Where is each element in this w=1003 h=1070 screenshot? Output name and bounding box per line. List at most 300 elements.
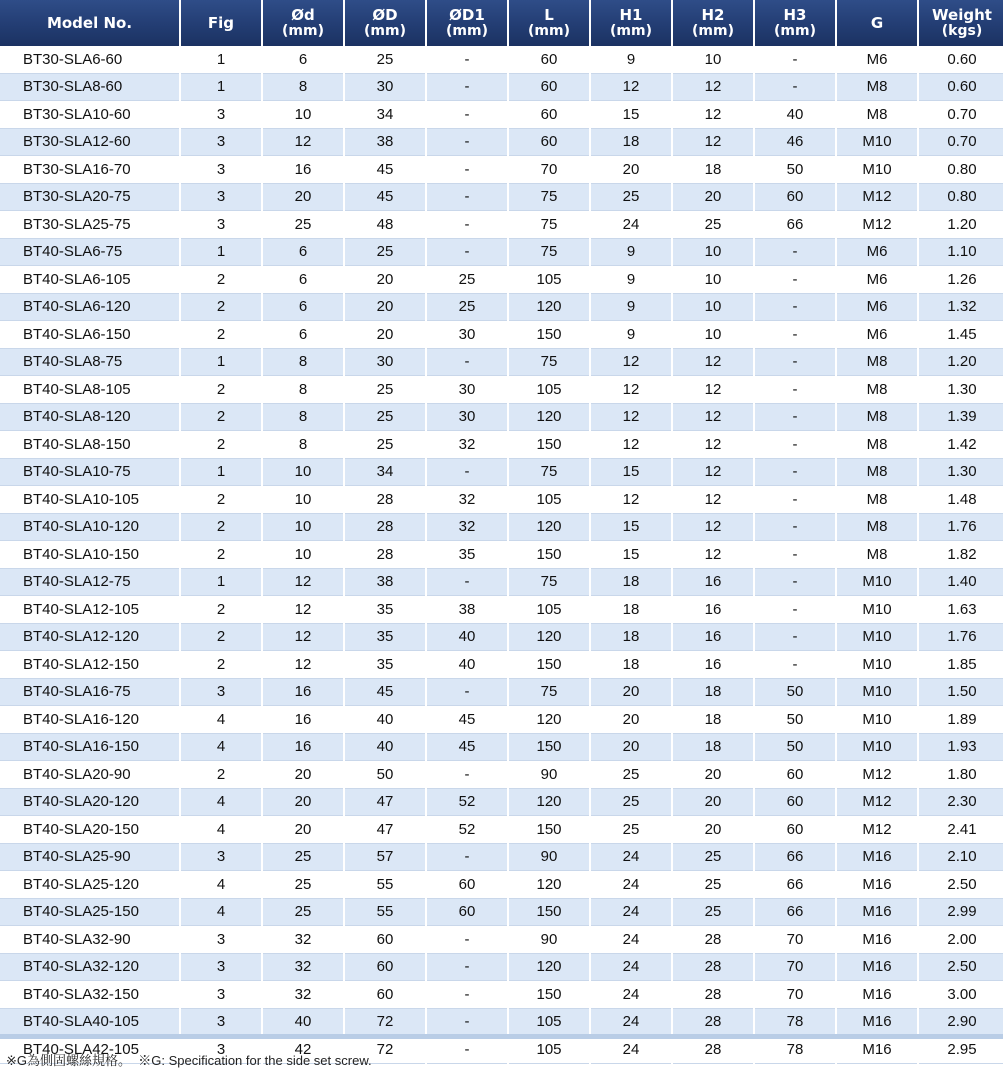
model-cell: BT40-SLA8-120 bbox=[0, 403, 180, 431]
table-cell: 60 bbox=[754, 761, 836, 789]
model-cell: BT40-SLA6-150 bbox=[0, 321, 180, 349]
table-row bbox=[0, 706, 1003, 734]
table-cell: 12 bbox=[672, 431, 754, 459]
table-cell: 20 bbox=[590, 733, 672, 761]
table-cell: 52 bbox=[426, 788, 508, 816]
table-cell: 0.70 bbox=[918, 128, 1003, 156]
table-cell: 3 bbox=[180, 981, 262, 1009]
table-cell: 16 bbox=[262, 678, 344, 706]
table-cell: 2 bbox=[180, 486, 262, 514]
column-header-unit: (kgs) bbox=[941, 23, 983, 39]
table-cell: 16 bbox=[262, 733, 344, 761]
table-cell: 25 bbox=[590, 788, 672, 816]
table-cell: 16 bbox=[262, 706, 344, 734]
table-cell: 20 bbox=[590, 706, 672, 734]
table-row bbox=[0, 348, 1003, 376]
table-cell: 47 bbox=[344, 788, 426, 816]
table-cell: 70 bbox=[754, 953, 836, 981]
table-cell: 2 bbox=[180, 403, 262, 431]
table-row bbox=[0, 458, 1003, 486]
model-cell: BT40-SLA20-150 bbox=[0, 816, 180, 844]
table-cell: 12 bbox=[590, 348, 672, 376]
table-cell: 20 bbox=[672, 816, 754, 844]
table-cell: M8 bbox=[836, 486, 918, 514]
table-cell: 12 bbox=[262, 651, 344, 679]
table-header bbox=[0, 0, 1003, 46]
table-cell: - bbox=[754, 321, 836, 349]
table-cell: 10 bbox=[672, 46, 754, 73]
table-row bbox=[0, 513, 1003, 541]
table-cell: 34 bbox=[344, 458, 426, 486]
table-cell: 20 bbox=[672, 183, 754, 211]
table-cell: M16 bbox=[836, 898, 918, 926]
model-cell: BT40-SLA6-105 bbox=[0, 266, 180, 294]
table-cell: 70 bbox=[508, 156, 590, 184]
table-cell: - bbox=[754, 46, 836, 73]
table-cell: 35 bbox=[344, 651, 426, 679]
table-cell: M10 bbox=[836, 651, 918, 679]
table-cell: 24 bbox=[590, 926, 672, 954]
table-cell: 40 bbox=[262, 1008, 344, 1036]
table-cell: - bbox=[754, 623, 836, 651]
table-cell: 32 bbox=[262, 981, 344, 1009]
column-header-label: ØD bbox=[372, 6, 398, 24]
table-cell: 8 bbox=[262, 73, 344, 101]
table-cell: 48 bbox=[344, 211, 426, 239]
table-cell: 50 bbox=[754, 733, 836, 761]
table-cell: 28 bbox=[672, 1008, 754, 1036]
table-cell: 2.30 bbox=[918, 788, 1003, 816]
model-cell: BT40-SLA16-75 bbox=[0, 678, 180, 706]
table-cell: 0.80 bbox=[918, 183, 1003, 211]
model-cell: BT40-SLA8-105 bbox=[0, 376, 180, 404]
table-cell: 0.80 bbox=[918, 156, 1003, 184]
table-cell: 50 bbox=[754, 156, 836, 184]
table-cell: 150 bbox=[508, 816, 590, 844]
table-cell: 35 bbox=[344, 596, 426, 624]
model-cell: BT40-SLA12-105 bbox=[0, 596, 180, 624]
table-cell: 2 bbox=[180, 541, 262, 569]
table-cell: 12 bbox=[672, 513, 754, 541]
table-cell: 1.10 bbox=[918, 238, 1003, 266]
column-header-label: L bbox=[544, 6, 554, 24]
table-cell: 8 bbox=[262, 431, 344, 459]
table-cell: M10 bbox=[836, 733, 918, 761]
table-row bbox=[0, 486, 1003, 514]
table-cell: 1.50 bbox=[918, 678, 1003, 706]
table-cell: 75 bbox=[508, 458, 590, 486]
table-cell: 3 bbox=[180, 1008, 262, 1036]
table-cell: 105 bbox=[508, 1008, 590, 1036]
table-cell: 32 bbox=[426, 486, 508, 514]
table-cell: 47 bbox=[344, 816, 426, 844]
table-cell: 90 bbox=[508, 843, 590, 871]
table-row bbox=[0, 761, 1003, 789]
table-cell: 24 bbox=[590, 953, 672, 981]
table-cell: 42 bbox=[262, 1036, 344, 1064]
table-cell: - bbox=[754, 266, 836, 294]
table-cell: 20 bbox=[590, 678, 672, 706]
table-cell: 1.39 bbox=[918, 403, 1003, 431]
table-cell: 75 bbox=[508, 211, 590, 239]
table-row bbox=[0, 568, 1003, 596]
table-cell: 57 bbox=[344, 843, 426, 871]
table-row bbox=[0, 843, 1003, 871]
table-cell: - bbox=[426, 953, 508, 981]
table-cell: 3 bbox=[180, 678, 262, 706]
table-cell: - bbox=[426, 843, 508, 871]
table-cell: 105 bbox=[508, 596, 590, 624]
table-row bbox=[0, 403, 1003, 431]
table-cell: 75 bbox=[508, 568, 590, 596]
table-cell: M10 bbox=[836, 623, 918, 651]
table-cell: M6 bbox=[836, 46, 918, 73]
table-cell: 4 bbox=[180, 706, 262, 734]
table-cell: 1.20 bbox=[918, 211, 1003, 239]
table-cell: M8 bbox=[836, 403, 918, 431]
column-header-label: G bbox=[870, 14, 884, 32]
column-header bbox=[672, 0, 754, 46]
table-cell: 25 bbox=[262, 898, 344, 926]
table-cell: 10 bbox=[262, 101, 344, 129]
table-cell: 70 bbox=[754, 926, 836, 954]
table-cell: 90 bbox=[508, 761, 590, 789]
table-cell: 25 bbox=[262, 211, 344, 239]
table-cell: 20 bbox=[344, 321, 426, 349]
table-cell: 60 bbox=[508, 101, 590, 129]
table-cell: 90 bbox=[508, 926, 590, 954]
table-cell: 25 bbox=[672, 843, 754, 871]
table-cell: - bbox=[426, 981, 508, 1009]
column-header-unit: (mm) bbox=[446, 23, 488, 39]
model-cell: BT30-SLA20-75 bbox=[0, 183, 180, 211]
table-cell: 4 bbox=[180, 816, 262, 844]
column-header bbox=[0, 0, 180, 46]
table-cell: 24 bbox=[590, 898, 672, 926]
table-cell: 38 bbox=[344, 568, 426, 596]
table-cell: - bbox=[426, 238, 508, 266]
table-cell: 12 bbox=[672, 486, 754, 514]
model-cell: BT40-SLA25-90 bbox=[0, 843, 180, 871]
model-cell: BT30-SLA12-60 bbox=[0, 128, 180, 156]
table-cell: 32 bbox=[262, 953, 344, 981]
table-cell: 30 bbox=[426, 403, 508, 431]
model-cell: BT40-SLA16-150 bbox=[0, 733, 180, 761]
table-row bbox=[0, 541, 1003, 569]
table-cell: 15 bbox=[590, 513, 672, 541]
table-cell: 1.40 bbox=[918, 568, 1003, 596]
table-cell: 2.50 bbox=[918, 953, 1003, 981]
table-cell: - bbox=[754, 651, 836, 679]
table-cell: M8 bbox=[836, 348, 918, 376]
table-cell: 30 bbox=[426, 321, 508, 349]
table-cell: 150 bbox=[508, 733, 590, 761]
column-header bbox=[918, 0, 1003, 46]
table-cell: 16 bbox=[672, 651, 754, 679]
table-cell: 60 bbox=[508, 46, 590, 73]
table-cell: 0.60 bbox=[918, 73, 1003, 101]
table-cell: 18 bbox=[672, 706, 754, 734]
model-cell: BT40-SLA40-105 bbox=[0, 1008, 180, 1036]
table-cell: 50 bbox=[344, 761, 426, 789]
table-cell: - bbox=[754, 541, 836, 569]
column-header bbox=[754, 0, 836, 46]
model-cell: BT40-SLA12-120 bbox=[0, 623, 180, 651]
table-cell: 12 bbox=[262, 596, 344, 624]
table-cell: 2 bbox=[180, 651, 262, 679]
table-cell: 60 bbox=[508, 73, 590, 101]
table-body bbox=[0, 46, 1003, 1063]
table-cell: 55 bbox=[344, 871, 426, 899]
table-cell: - bbox=[754, 403, 836, 431]
table-cell: M12 bbox=[836, 183, 918, 211]
table-cell: M10 bbox=[836, 568, 918, 596]
table-cell: 9 bbox=[590, 293, 672, 321]
table-cell: 2 bbox=[180, 623, 262, 651]
table-cell: 6 bbox=[262, 238, 344, 266]
table-row bbox=[0, 788, 1003, 816]
table-cell: M8 bbox=[836, 101, 918, 129]
table-cell: 60 bbox=[754, 183, 836, 211]
table-row bbox=[0, 73, 1003, 101]
table-cell: 9 bbox=[590, 238, 672, 266]
table-cell: 4 bbox=[180, 788, 262, 816]
table-cell: 2.90 bbox=[918, 1008, 1003, 1036]
table-row bbox=[0, 596, 1003, 624]
table-cell: M16 bbox=[836, 871, 918, 899]
table-cell: 1.30 bbox=[918, 458, 1003, 486]
table-row bbox=[0, 238, 1003, 266]
table-cell: 1 bbox=[180, 568, 262, 596]
table-cell: 1.82 bbox=[918, 541, 1003, 569]
table-cell: 45 bbox=[344, 678, 426, 706]
table-cell: 1.76 bbox=[918, 513, 1003, 541]
column-header-label: Fig bbox=[207, 14, 235, 32]
table-cell: 18 bbox=[672, 733, 754, 761]
table-cell: 32 bbox=[262, 926, 344, 954]
table-cell: 105 bbox=[508, 486, 590, 514]
table-cell: 3.00 bbox=[918, 981, 1003, 1009]
model-cell: BT30-SLA6-60 bbox=[0, 46, 180, 73]
table-cell: 25 bbox=[590, 761, 672, 789]
table-cell: 3 bbox=[180, 183, 262, 211]
column-header-label: H2 bbox=[701, 6, 725, 24]
table-cell: 25 bbox=[672, 898, 754, 926]
table-cell: 1.89 bbox=[918, 706, 1003, 734]
table-cell: 105 bbox=[508, 376, 590, 404]
model-cell: BT40-SLA25-150 bbox=[0, 898, 180, 926]
column-header-label: Model No. bbox=[46, 14, 133, 32]
table-cell: - bbox=[426, 183, 508, 211]
table-cell: M6 bbox=[836, 238, 918, 266]
table-cell: 105 bbox=[508, 1036, 590, 1064]
table-cell: 150 bbox=[508, 541, 590, 569]
table-cell: 20 bbox=[590, 156, 672, 184]
table-cell: 1 bbox=[180, 348, 262, 376]
table-cell: 28 bbox=[672, 981, 754, 1009]
table-cell: - bbox=[754, 348, 836, 376]
table-cell: 12 bbox=[672, 128, 754, 156]
table-cell: 25 bbox=[672, 211, 754, 239]
column-header-label: ØD1 bbox=[449, 6, 485, 24]
model-cell: BT40-SLA8-75 bbox=[0, 348, 180, 376]
table-row bbox=[0, 981, 1003, 1009]
table-cell: 38 bbox=[344, 128, 426, 156]
table-cell: 72 bbox=[344, 1008, 426, 1036]
table-cell: - bbox=[754, 73, 836, 101]
table-cell: 28 bbox=[344, 541, 426, 569]
table-cell: 28 bbox=[344, 513, 426, 541]
table-cell: M10 bbox=[836, 596, 918, 624]
table-cell: 12 bbox=[590, 431, 672, 459]
table-cell: 150 bbox=[508, 321, 590, 349]
column-header bbox=[180, 0, 262, 46]
table-cell: 1.85 bbox=[918, 651, 1003, 679]
table-cell: 35 bbox=[344, 623, 426, 651]
table-cell: 25 bbox=[672, 871, 754, 899]
table-cell: 3 bbox=[180, 926, 262, 954]
table-cell: 24 bbox=[590, 981, 672, 1009]
table-cell: 45 bbox=[426, 733, 508, 761]
table-cell: 20 bbox=[672, 761, 754, 789]
model-cell: BT40-SLA16-120 bbox=[0, 706, 180, 734]
table-cell: - bbox=[426, 46, 508, 73]
table-cell: M16 bbox=[836, 953, 918, 981]
table-cell: 24 bbox=[590, 871, 672, 899]
table-cell: 150 bbox=[508, 431, 590, 459]
table-cell: 1.45 bbox=[918, 321, 1003, 349]
table-cell: 25 bbox=[344, 238, 426, 266]
table-cell: 20 bbox=[262, 816, 344, 844]
table-cell: 40 bbox=[426, 651, 508, 679]
table-row bbox=[0, 651, 1003, 679]
table-cell: 2.50 bbox=[918, 871, 1003, 899]
table-cell: 2 bbox=[180, 376, 262, 404]
table-cell: 10 bbox=[262, 541, 344, 569]
table-cell: 120 bbox=[508, 513, 590, 541]
table-cell: 3 bbox=[180, 1036, 262, 1064]
table-cell: M12 bbox=[836, 788, 918, 816]
table-cell: - bbox=[754, 486, 836, 514]
table-cell: 1 bbox=[180, 238, 262, 266]
table-cell: 2.41 bbox=[918, 816, 1003, 844]
table-cell: 18 bbox=[590, 568, 672, 596]
table-cell: - bbox=[426, 73, 508, 101]
column-header-unit: (mm) bbox=[528, 23, 570, 39]
table-cell: - bbox=[754, 431, 836, 459]
table-cell: M10 bbox=[836, 128, 918, 156]
header-row bbox=[0, 0, 1003, 46]
column-header bbox=[426, 0, 508, 46]
footnote: ※G為側固螺絲規格。 ※G: Specification for the side set screw. bbox=[6, 1053, 372, 1068]
table-cell: M12 bbox=[836, 816, 918, 844]
model-cell: BT40-SLA10-150 bbox=[0, 541, 180, 569]
table-cell: 32 bbox=[426, 431, 508, 459]
model-cell: BT40-SLA42-105 bbox=[0, 1036, 180, 1064]
table-cell: 150 bbox=[508, 981, 590, 1009]
table-cell: 10 bbox=[262, 513, 344, 541]
table-cell: - bbox=[426, 156, 508, 184]
table-cell: 60 bbox=[508, 128, 590, 156]
table-cell: 12 bbox=[672, 403, 754, 431]
table-cell: 2 bbox=[180, 761, 262, 789]
table-cell: 34 bbox=[344, 101, 426, 129]
table-cell: 120 bbox=[508, 788, 590, 816]
table-cell: 1.48 bbox=[918, 486, 1003, 514]
column-header-label: H1 bbox=[619, 6, 643, 24]
table-cell: 6 bbox=[262, 266, 344, 294]
table-cell: 25 bbox=[262, 871, 344, 899]
table-cell: - bbox=[754, 238, 836, 266]
model-cell: BT40-SLA10-120 bbox=[0, 513, 180, 541]
table-cell: 120 bbox=[508, 871, 590, 899]
table-cell: M10 bbox=[836, 706, 918, 734]
table-cell: 12 bbox=[262, 128, 344, 156]
table-row bbox=[0, 953, 1003, 981]
column-header-unit: (mm) bbox=[364, 23, 406, 39]
table-cell: 60 bbox=[754, 788, 836, 816]
table-cell: 16 bbox=[262, 156, 344, 184]
table-cell: 66 bbox=[754, 843, 836, 871]
table-row bbox=[0, 183, 1003, 211]
column-header bbox=[344, 0, 426, 46]
table-cell: 2 bbox=[180, 293, 262, 321]
table-cell: 24 bbox=[590, 211, 672, 239]
table-cell: 60 bbox=[426, 898, 508, 926]
table-cell: 60 bbox=[426, 871, 508, 899]
table-cell: 15 bbox=[590, 101, 672, 129]
table-cell: - bbox=[426, 926, 508, 954]
table-cell: - bbox=[426, 211, 508, 239]
table-cell: 25 bbox=[590, 816, 672, 844]
table-cell: 120 bbox=[508, 293, 590, 321]
table-cell: 30 bbox=[344, 73, 426, 101]
model-cell: BT40-SLA32-150 bbox=[0, 981, 180, 1009]
table-cell: 55 bbox=[344, 898, 426, 926]
table-cell: 38 bbox=[426, 596, 508, 624]
table-cell: 16 bbox=[672, 596, 754, 624]
table-cell: 2 bbox=[180, 513, 262, 541]
model-cell: BT40-SLA6-120 bbox=[0, 293, 180, 321]
table-cell: 1 bbox=[180, 46, 262, 73]
table-cell: 8 bbox=[262, 403, 344, 431]
model-cell: BT40-SLA25-120 bbox=[0, 871, 180, 899]
model-cell: BT40-SLA10-75 bbox=[0, 458, 180, 486]
table-row bbox=[0, 211, 1003, 239]
table-cell: 28 bbox=[672, 1036, 754, 1064]
table-cell: 6 bbox=[262, 293, 344, 321]
table-cell: - bbox=[426, 348, 508, 376]
table-cell: 78 bbox=[754, 1008, 836, 1036]
table-cell: 150 bbox=[508, 898, 590, 926]
table-cell: M8 bbox=[836, 541, 918, 569]
table-cell: 18 bbox=[672, 678, 754, 706]
table-cell: - bbox=[754, 568, 836, 596]
table-cell: 25 bbox=[590, 183, 672, 211]
table-cell: M6 bbox=[836, 321, 918, 349]
table-cell: 1.63 bbox=[918, 596, 1003, 624]
table-row bbox=[0, 156, 1003, 184]
table-cell: 66 bbox=[754, 898, 836, 926]
table-cell: 10 bbox=[262, 486, 344, 514]
table-cell: - bbox=[754, 596, 836, 624]
table-row bbox=[0, 623, 1003, 651]
table-cell: 28 bbox=[344, 486, 426, 514]
table-cell: 60 bbox=[344, 953, 426, 981]
column-header-label: Ød bbox=[291, 6, 315, 24]
table-cell: 8 bbox=[262, 348, 344, 376]
table-cell: - bbox=[426, 101, 508, 129]
